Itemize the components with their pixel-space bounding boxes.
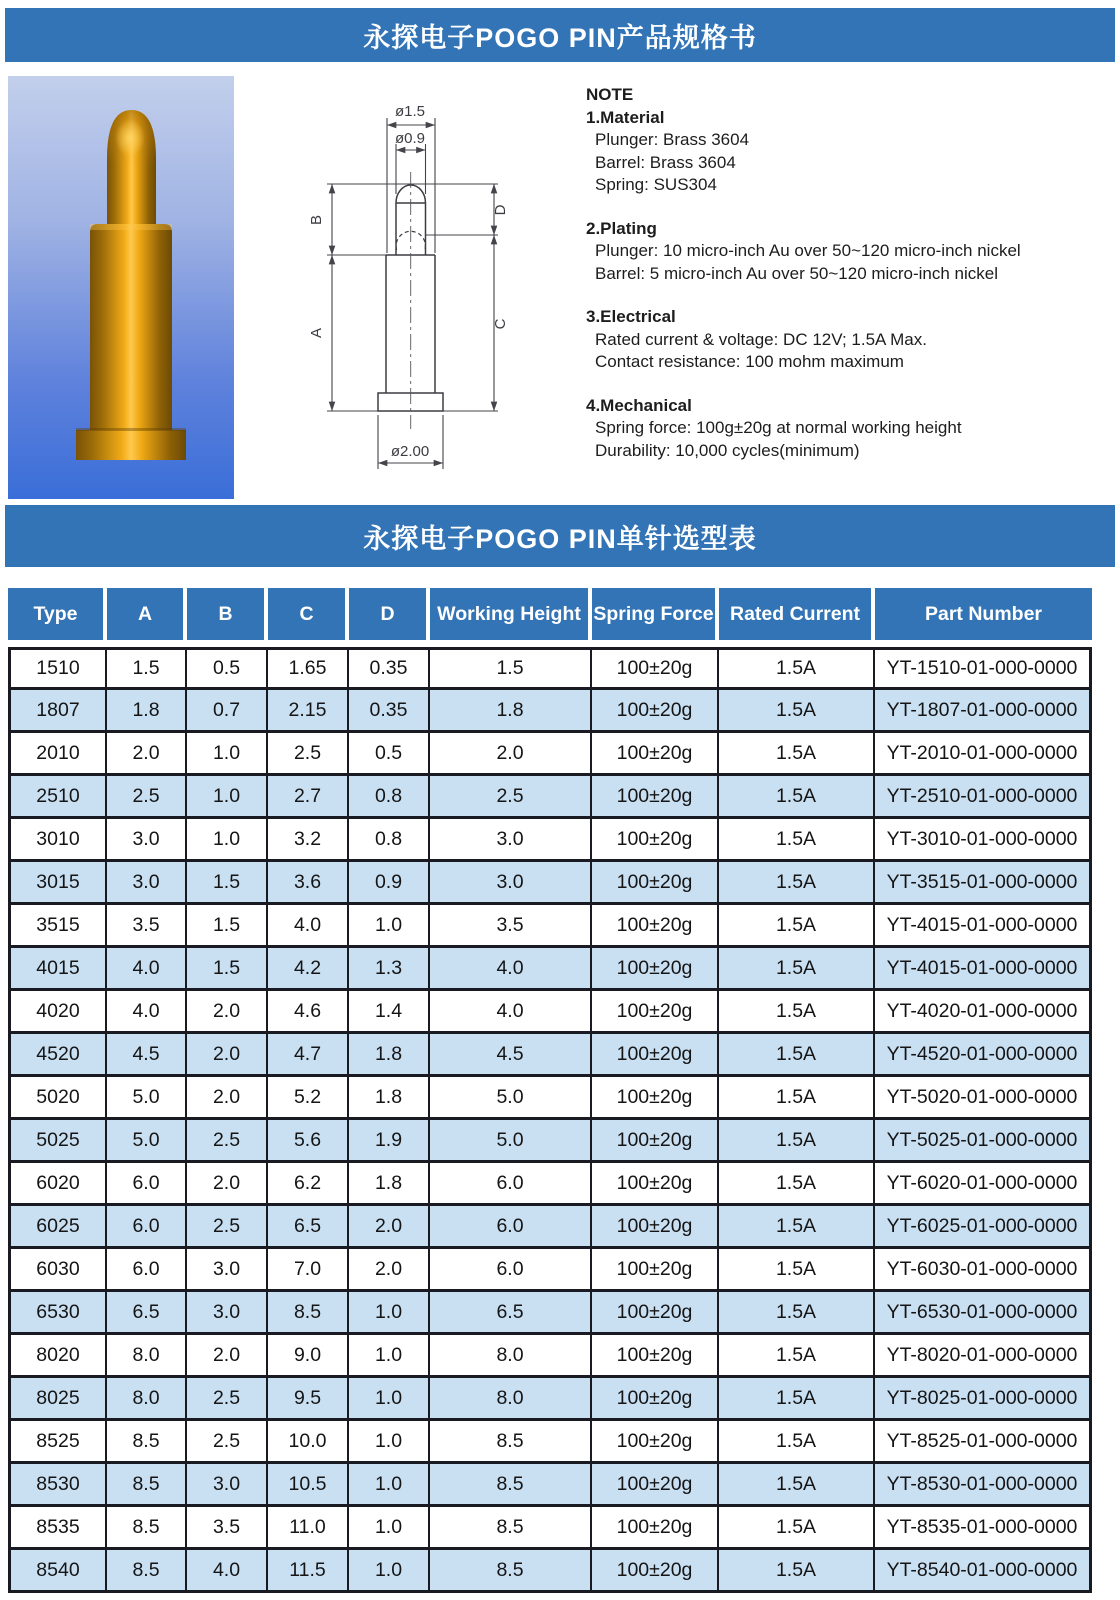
table-cell: 2.0 bbox=[187, 1163, 268, 1206]
table-cell: YT-8540-01-000-0000 bbox=[875, 1550, 1092, 1593]
table-cell: 3.0 bbox=[187, 1249, 268, 1292]
table-cell: YT-4520-01-000-0000 bbox=[875, 1034, 1092, 1077]
table-cell: 8.0 bbox=[430, 1378, 592, 1421]
table-cell: 8.5 bbox=[430, 1550, 592, 1593]
note-section-title: 3.Electrical bbox=[586, 307, 676, 326]
table-cell: 1.5A bbox=[719, 1507, 875, 1550]
note-line: Rated current & voltage: DC 12V; 1.5A Max. bbox=[595, 329, 927, 349]
table-cell: 6.0 bbox=[430, 1163, 592, 1206]
table-cell: 9.5 bbox=[268, 1378, 349, 1421]
table-cell: 2010 bbox=[8, 733, 107, 776]
table-cell: 3.0 bbox=[107, 862, 187, 905]
table-cell: 5.0 bbox=[107, 1077, 187, 1120]
table-cell: 10.5 bbox=[268, 1464, 349, 1507]
table-cell: YT-4015-01-000-0000 bbox=[875, 905, 1092, 948]
table-cell: 10.0 bbox=[268, 1421, 349, 1464]
note-line: Plunger: Brass 3604 bbox=[595, 130, 750, 149]
table-cell: YT-6530-01-000-0000 bbox=[875, 1292, 1092, 1335]
table-cell: 1.5A bbox=[719, 819, 875, 862]
table-cell: 0.35 bbox=[349, 647, 430, 690]
table-cell: 100±20g bbox=[592, 1249, 719, 1292]
table-cell: 11.5 bbox=[268, 1550, 349, 1593]
pin-barrel bbox=[90, 224, 172, 430]
table-cell: 11.0 bbox=[268, 1507, 349, 1550]
col-header-rated-current: Rated Current bbox=[719, 588, 875, 647]
table-row bbox=[8, 1464, 1092, 1507]
table-cell: 9.0 bbox=[268, 1335, 349, 1378]
table-cell: 1.8 bbox=[107, 690, 187, 733]
table-cell: 3010 bbox=[8, 819, 107, 862]
table-cell: YT-5020-01-000-0000 bbox=[875, 1077, 1092, 1120]
table-cell: 1.5A bbox=[719, 1249, 875, 1292]
note-block bbox=[586, 84, 1114, 462]
selection-title-banner bbox=[5, 505, 1115, 567]
table-cell: 1.5A bbox=[719, 647, 875, 690]
table-cell: YT-1510-01-000-0000 bbox=[875, 647, 1092, 690]
table-row bbox=[8, 1292, 1092, 1335]
table-row bbox=[8, 1163, 1092, 1206]
note-line: Spring force: 100g±20g at normal working height bbox=[595, 418, 962, 437]
table-cell: 1.5A bbox=[719, 1077, 875, 1120]
table-cell: 6.2 bbox=[268, 1163, 349, 1206]
table-cell: 8.0 bbox=[107, 1378, 187, 1421]
table-cell: YT-8025-01-000-0000 bbox=[875, 1378, 1092, 1421]
table-cell: 8.5 bbox=[268, 1292, 349, 1335]
table-cell: 100±20g bbox=[592, 1077, 719, 1120]
table-cell: 2.0 bbox=[187, 1077, 268, 1120]
label-dia-plunger: ø0.9 bbox=[394, 130, 426, 147]
table-cell: 100±20g bbox=[592, 1335, 719, 1378]
table-cell: 7.0 bbox=[268, 1249, 349, 1292]
table-row bbox=[8, 1335, 1092, 1378]
table-cell: 8.5 bbox=[430, 1464, 592, 1507]
table-cell: 6.0 bbox=[107, 1206, 187, 1249]
table-row bbox=[8, 819, 1092, 862]
table-cell: 6.5 bbox=[430, 1292, 592, 1335]
table-row bbox=[8, 647, 1092, 690]
table-cell: 1.5A bbox=[719, 905, 875, 948]
table-cell: 6530 bbox=[8, 1292, 107, 1335]
table-cell: YT-1807-01-000-0000 bbox=[875, 690, 1092, 733]
table-cell: 8.5 bbox=[430, 1507, 592, 1550]
table-cell: YT-6030-01-000-0000 bbox=[875, 1249, 1092, 1292]
table-cell: 3515 bbox=[8, 905, 107, 948]
table-cell: 5.0 bbox=[430, 1120, 592, 1163]
table-cell: 100±20g bbox=[592, 1292, 719, 1335]
table-cell: 100±20g bbox=[592, 862, 719, 905]
table-cell: 1.5A bbox=[719, 1464, 875, 1507]
table-cell: 1.5A bbox=[719, 776, 875, 819]
label-dim-c: C bbox=[492, 318, 509, 330]
table-cell: 6.0 bbox=[107, 1163, 187, 1206]
table-cell: 8540 bbox=[8, 1550, 107, 1593]
table-cell: 1.5 bbox=[107, 647, 187, 690]
table-cell: 1.5A bbox=[719, 733, 875, 776]
table-cell: 8530 bbox=[8, 1464, 107, 1507]
table-cell: 3.0 bbox=[107, 819, 187, 862]
table-cell: 1510 bbox=[8, 647, 107, 690]
table-cell: 1.5A bbox=[719, 1421, 875, 1464]
table-cell: 4020 bbox=[8, 991, 107, 1034]
table-cell: YT-8530-01-000-0000 bbox=[875, 1464, 1092, 1507]
table-cell: 8535 bbox=[8, 1507, 107, 1550]
table-cell: 6.0 bbox=[430, 1249, 592, 1292]
table-cell: 1.8 bbox=[349, 1163, 430, 1206]
table-cell: 4.0 bbox=[107, 948, 187, 991]
note-section-lines bbox=[586, 240, 1114, 285]
spec-title: 永探电子POGO PIN产品规格书 bbox=[363, 22, 757, 53]
table-cell: 6030 bbox=[8, 1249, 107, 1292]
table-cell: YT-8020-01-000-0000 bbox=[875, 1335, 1092, 1378]
table-cell: 100±20g bbox=[592, 1163, 719, 1206]
pogo-pin-3d-render bbox=[8, 76, 234, 499]
table-row bbox=[8, 1507, 1092, 1550]
table-cell: 1.9 bbox=[349, 1120, 430, 1163]
table-cell: 100±20g bbox=[592, 1034, 719, 1077]
table-cell: 2.0 bbox=[349, 1249, 430, 1292]
table-row bbox=[8, 1077, 1092, 1120]
table-cell: 1.5 bbox=[430, 647, 592, 690]
pin-barrel-lip bbox=[90, 224, 172, 230]
table-cell: 8.5 bbox=[107, 1421, 187, 1464]
table-cell: 8.5 bbox=[107, 1507, 187, 1550]
pin-table-body bbox=[8, 647, 1092, 1593]
table-cell: 8525 bbox=[8, 1421, 107, 1464]
table-row bbox=[8, 948, 1092, 991]
selection-title: 永探电子POGO PIN单针选型表 bbox=[363, 523, 757, 554]
table-cell: 4.5 bbox=[107, 1034, 187, 1077]
table-cell: 100±20g bbox=[592, 1464, 719, 1507]
table-cell: 1.0 bbox=[349, 1421, 430, 1464]
note-section bbox=[586, 306, 1114, 374]
table-cell: 2.5 bbox=[187, 1378, 268, 1421]
table-cell: 1.5A bbox=[719, 991, 875, 1034]
table-cell: YT-3515-01-000-0000 bbox=[875, 862, 1092, 905]
table-cell: 5.2 bbox=[268, 1077, 349, 1120]
table-cell: 6.0 bbox=[430, 1206, 592, 1249]
table-cell: YT-2010-01-000-0000 bbox=[875, 733, 1092, 776]
col-header-a: A bbox=[107, 588, 187, 647]
table-cell: 0.8 bbox=[349, 819, 430, 862]
pin-dome-highlight bbox=[115, 119, 145, 157]
table-cell: 4.7 bbox=[268, 1034, 349, 1077]
note-section-title: 4.Mechanical bbox=[586, 395, 692, 415]
table-cell: 8.5 bbox=[107, 1550, 187, 1593]
table-cell: 1807 bbox=[8, 690, 107, 733]
pin-selection-table bbox=[8, 588, 1092, 1593]
table-cell: 1.0 bbox=[349, 1550, 430, 1593]
note-section bbox=[586, 107, 1114, 197]
table-cell: 100±20g bbox=[592, 819, 719, 862]
table-cell: 100±20g bbox=[592, 948, 719, 991]
table-row bbox=[8, 776, 1092, 819]
table-cell: 1.5 bbox=[187, 905, 268, 948]
note-section-title: 2.Plating bbox=[586, 218, 657, 238]
label-dia-flange: ø2.00 bbox=[390, 443, 430, 460]
table-cell: 2.0 bbox=[107, 733, 187, 776]
table-cell: 4015 bbox=[8, 948, 107, 991]
table-cell: YT-5025-01-000-0000 bbox=[875, 1120, 1092, 1163]
col-header-c: C bbox=[268, 588, 349, 647]
table-cell: 1.0 bbox=[349, 1292, 430, 1335]
col-header-d: D bbox=[349, 588, 430, 647]
table-row bbox=[8, 690, 1092, 733]
table-cell: 100±20g bbox=[592, 1550, 719, 1593]
note-line: Barrel: 5 micro-inch Au over 50~120 micro-inch nickel bbox=[595, 263, 998, 283]
table-cell: 100±20g bbox=[592, 991, 719, 1034]
table-cell: 1.5A bbox=[719, 1034, 875, 1077]
table-row bbox=[8, 991, 1092, 1034]
note-section bbox=[586, 395, 1114, 463]
table-cell: 2.7 bbox=[268, 776, 349, 819]
note-section-lines bbox=[586, 329, 1114, 374]
col-header-part-number: Part Number bbox=[875, 588, 1092, 647]
col-header-spring-force: Spring Force bbox=[592, 588, 719, 647]
note-section bbox=[586, 218, 1114, 286]
table-cell: 4.0 bbox=[187, 1550, 268, 1593]
note-line: Barrel: Brass 3604 bbox=[595, 152, 736, 172]
table-cell: 3.2 bbox=[268, 819, 349, 862]
table-cell: 1.0 bbox=[187, 733, 268, 776]
label-dim-a: A bbox=[308, 327, 325, 339]
label-dim-b: B bbox=[308, 214, 325, 226]
table-cell: YT-8525-01-000-0000 bbox=[875, 1421, 1092, 1464]
table-cell: 8.0 bbox=[107, 1335, 187, 1378]
table-cell: 1.5A bbox=[719, 1163, 875, 1206]
table-cell: 1.8 bbox=[349, 1077, 430, 1120]
note-line: Durability: 10,000 cycles(minimum) bbox=[595, 440, 860, 460]
table-cell: 3.6 bbox=[268, 862, 349, 905]
note-line: Contact resistance: 100 mohm maximum bbox=[595, 352, 904, 371]
table-cell: 1.5A bbox=[719, 1335, 875, 1378]
note-section-title: 1.Material bbox=[586, 107, 665, 127]
table-cell: 1.0 bbox=[349, 1464, 430, 1507]
table-cell: 2.0 bbox=[187, 1335, 268, 1378]
table-cell: 5.0 bbox=[107, 1120, 187, 1163]
table-cell: 100±20g bbox=[592, 1206, 719, 1249]
table-cell: YT-2510-01-000-0000 bbox=[875, 776, 1092, 819]
table-cell: 3.5 bbox=[107, 905, 187, 948]
table-row bbox=[8, 733, 1092, 776]
table-cell: 8.5 bbox=[430, 1421, 592, 1464]
table-cell: 0.8 bbox=[349, 776, 430, 819]
table-cell: 4520 bbox=[8, 1034, 107, 1077]
table-row bbox=[8, 1120, 1092, 1163]
table-cell: 1.8 bbox=[430, 690, 592, 733]
table-row bbox=[8, 1249, 1092, 1292]
table-row bbox=[8, 1034, 1092, 1077]
table-cell: 2.15 bbox=[268, 690, 349, 733]
table-cell: 5.6 bbox=[268, 1120, 349, 1163]
table-cell: 1.0 bbox=[349, 1335, 430, 1378]
col-header-type: Type bbox=[8, 588, 107, 647]
table-cell: 2.0 bbox=[430, 733, 592, 776]
note-sections bbox=[586, 107, 1114, 463]
table-cell: 4.0 bbox=[107, 991, 187, 1034]
table-cell: 2.5 bbox=[187, 1120, 268, 1163]
table-cell: YT-8535-01-000-0000 bbox=[875, 1507, 1092, 1550]
table-cell: 0.5 bbox=[187, 647, 268, 690]
note-line: Spring: SUS304 bbox=[595, 175, 717, 194]
table-cell: 4.5 bbox=[430, 1034, 592, 1077]
table-cell: 2.5 bbox=[268, 733, 349, 776]
label-dim-d: D bbox=[492, 204, 509, 216]
table-cell: 4.0 bbox=[268, 905, 349, 948]
pin-flange bbox=[76, 430, 186, 460]
col-header-b: B bbox=[187, 588, 268, 647]
col-header-working-height: Working Height bbox=[430, 588, 592, 647]
table-cell: 1.5 bbox=[187, 948, 268, 991]
table-cell: YT-6025-01-000-0000 bbox=[875, 1206, 1092, 1249]
table-cell: 1.3 bbox=[349, 948, 430, 991]
table-row bbox=[8, 905, 1092, 948]
table-cell: 1.5A bbox=[719, 1378, 875, 1421]
table-row bbox=[8, 1378, 1092, 1421]
table-cell: 1.5A bbox=[719, 1120, 875, 1163]
table-cell: 1.5A bbox=[719, 1292, 875, 1335]
table-cell: YT-4015-01-000-0000 bbox=[875, 948, 1092, 991]
pogo-pin-outline-drawing bbox=[283, 84, 575, 486]
table-cell: 8025 bbox=[8, 1378, 107, 1421]
table-cell: 3.5 bbox=[430, 905, 592, 948]
table-cell: 6.5 bbox=[107, 1292, 187, 1335]
table-cell: 3.0 bbox=[430, 819, 592, 862]
table-cell: 2510 bbox=[8, 776, 107, 819]
table-cell: 3.0 bbox=[187, 1464, 268, 1507]
table-cell: 6.0 bbox=[107, 1249, 187, 1292]
table-row bbox=[8, 1550, 1092, 1593]
table-cell: 3.0 bbox=[430, 862, 592, 905]
table-cell: 8.0 bbox=[430, 1335, 592, 1378]
table-cell: 100±20g bbox=[592, 647, 719, 690]
table-row bbox=[8, 862, 1092, 905]
table-cell: 4.6 bbox=[268, 991, 349, 1034]
table-cell: 0.35 bbox=[349, 690, 430, 733]
table-cell: 100±20g bbox=[592, 690, 719, 733]
table-cell: 2.0 bbox=[187, 1034, 268, 1077]
table-cell: 100±20g bbox=[592, 1507, 719, 1550]
table-cell: 1.0 bbox=[349, 1507, 430, 1550]
table-cell: 3015 bbox=[8, 862, 107, 905]
product-image bbox=[8, 76, 234, 499]
table-cell: 6.5 bbox=[268, 1206, 349, 1249]
table-cell: 4.2 bbox=[268, 948, 349, 991]
table-cell: 1.0 bbox=[187, 776, 268, 819]
table-cell: 100±20g bbox=[592, 733, 719, 776]
table-cell: 4.0 bbox=[430, 948, 592, 991]
table-cell: 100±20g bbox=[592, 1120, 719, 1163]
table-cell: 1.0 bbox=[349, 1378, 430, 1421]
table-cell: 0.5 bbox=[349, 733, 430, 776]
table-cell: 2.0 bbox=[349, 1206, 430, 1249]
table-cell: 5.0 bbox=[430, 1077, 592, 1120]
pin-outline bbox=[378, 185, 443, 411]
note-section-lines bbox=[586, 417, 1114, 462]
table-cell: 1.8 bbox=[349, 1034, 430, 1077]
table-cell: 100±20g bbox=[592, 1421, 719, 1464]
table-cell: 0.9 bbox=[349, 862, 430, 905]
table-cell: 2.5 bbox=[187, 1421, 268, 1464]
table-cell: 100±20g bbox=[592, 905, 719, 948]
table-cell: 1.5 bbox=[187, 862, 268, 905]
table-cell: 100±20g bbox=[592, 776, 719, 819]
table-header-row bbox=[8, 588, 1092, 647]
table-cell: 1.5A bbox=[719, 862, 875, 905]
label-dia-barrel: ø1.5 bbox=[394, 103, 426, 120]
table-cell: 1.65 bbox=[268, 647, 349, 690]
table-cell: YT-6020-01-000-0000 bbox=[875, 1163, 1092, 1206]
table-cell: 1.5A bbox=[719, 690, 875, 733]
table-cell: 8.5 bbox=[107, 1464, 187, 1507]
table-cell: 1.0 bbox=[349, 905, 430, 948]
table-cell: YT-4020-01-000-0000 bbox=[875, 991, 1092, 1034]
table-row bbox=[8, 1206, 1092, 1249]
table-cell: 2.5 bbox=[107, 776, 187, 819]
table-cell: 2.5 bbox=[187, 1206, 268, 1249]
table-cell: 1.5A bbox=[719, 1206, 875, 1249]
table-cell: 1.5A bbox=[719, 948, 875, 991]
table-cell: 2.0 bbox=[187, 991, 268, 1034]
table-cell: 1.5A bbox=[719, 1550, 875, 1593]
table-cell: 8020 bbox=[8, 1335, 107, 1378]
dimension-drawing bbox=[283, 84, 575, 486]
table-cell: 1.4 bbox=[349, 991, 430, 1034]
table-row bbox=[8, 1421, 1092, 1464]
spec-title-banner bbox=[5, 8, 1115, 62]
table-cell: 5025 bbox=[8, 1120, 107, 1163]
table-cell: 100±20g bbox=[592, 1378, 719, 1421]
table-cell: 6020 bbox=[8, 1163, 107, 1206]
table-cell: 2.5 bbox=[430, 776, 592, 819]
table-cell: 0.7 bbox=[187, 690, 268, 733]
table-cell: 3.5 bbox=[187, 1507, 268, 1550]
table-cell: 1.0 bbox=[187, 819, 268, 862]
note-heading: NOTE bbox=[586, 85, 634, 104]
table-cell: YT-3010-01-000-0000 bbox=[875, 819, 1092, 862]
table-cell: 5020 bbox=[8, 1077, 107, 1120]
table-cell: 4.0 bbox=[430, 991, 592, 1034]
table-cell: 6025 bbox=[8, 1206, 107, 1249]
note-section-lines bbox=[586, 129, 1114, 197]
table-cell: 3.0 bbox=[187, 1292, 268, 1335]
pin-flange-seam bbox=[76, 428, 186, 431]
note-line: Plunger: 10 micro-inch Au over 50~120 micro-inch nickel bbox=[595, 241, 1021, 260]
